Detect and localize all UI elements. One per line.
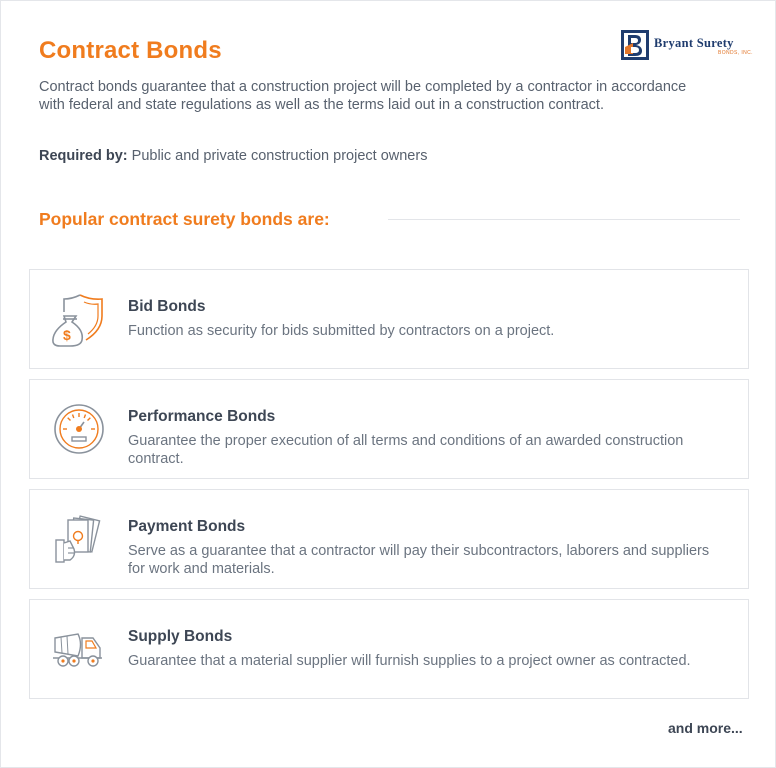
bond-card-bid	[29, 269, 749, 369]
gauge-icon	[50, 400, 108, 458]
required-by-line	[39, 148, 427, 164]
intro-paragraph: Contract bonds guarantee that a construction project will be completed by a contractor in accordance with federal and state regulations as well as the terms laid out in a construction contract.	[39, 79, 687, 113]
logo-mark-icon	[621, 30, 649, 60]
required-by-label: Required by:	[39, 148, 128, 164]
section-divider	[388, 219, 740, 220]
and-more-text: and more...	[668, 720, 743, 736]
page-title: Contract Bonds	[39, 37, 222, 64]
bond-name: Payment Bonds	[128, 518, 246, 535]
bond-name: Bid Bonds	[128, 298, 206, 315]
bond-card-supply	[29, 599, 749, 699]
svg-text:$: $	[63, 327, 71, 343]
hand-cash-icon	[50, 510, 108, 568]
bond-card-payment	[29, 489, 749, 589]
bond-name: Supply Bonds	[128, 628, 233, 645]
cement-truck-icon	[50, 620, 108, 678]
bond-name: Performance Bonds	[128, 408, 276, 425]
bond-description: Guarantee the proper execution of all terms and conditions of an awarded construction contract.	[128, 433, 684, 467]
bond-description: Serve as a guarantee that a contractor will pay their subcontractors, laborers and suppliers for work and materials.	[128, 543, 710, 577]
logo-wordmark: Bryant Surety	[654, 36, 734, 50]
money-bag-shield-icon	[50, 290, 108, 348]
company-logo	[621, 30, 751, 62]
bond-description: Function as security for bids submitted by contractors on a project.	[128, 323, 555, 339]
bond-card-performance	[29, 379, 749, 479]
logo-subtitle: BONDS, INC.	[718, 50, 753, 56]
section-heading: Popular contract surety bonds are:	[39, 209, 330, 229]
required-by-value: Public and private construction project owners	[127, 148, 428, 164]
bond-description: Guarantee that a material supplier will furnish supplies to a project owner as contracted.	[128, 653, 691, 669]
